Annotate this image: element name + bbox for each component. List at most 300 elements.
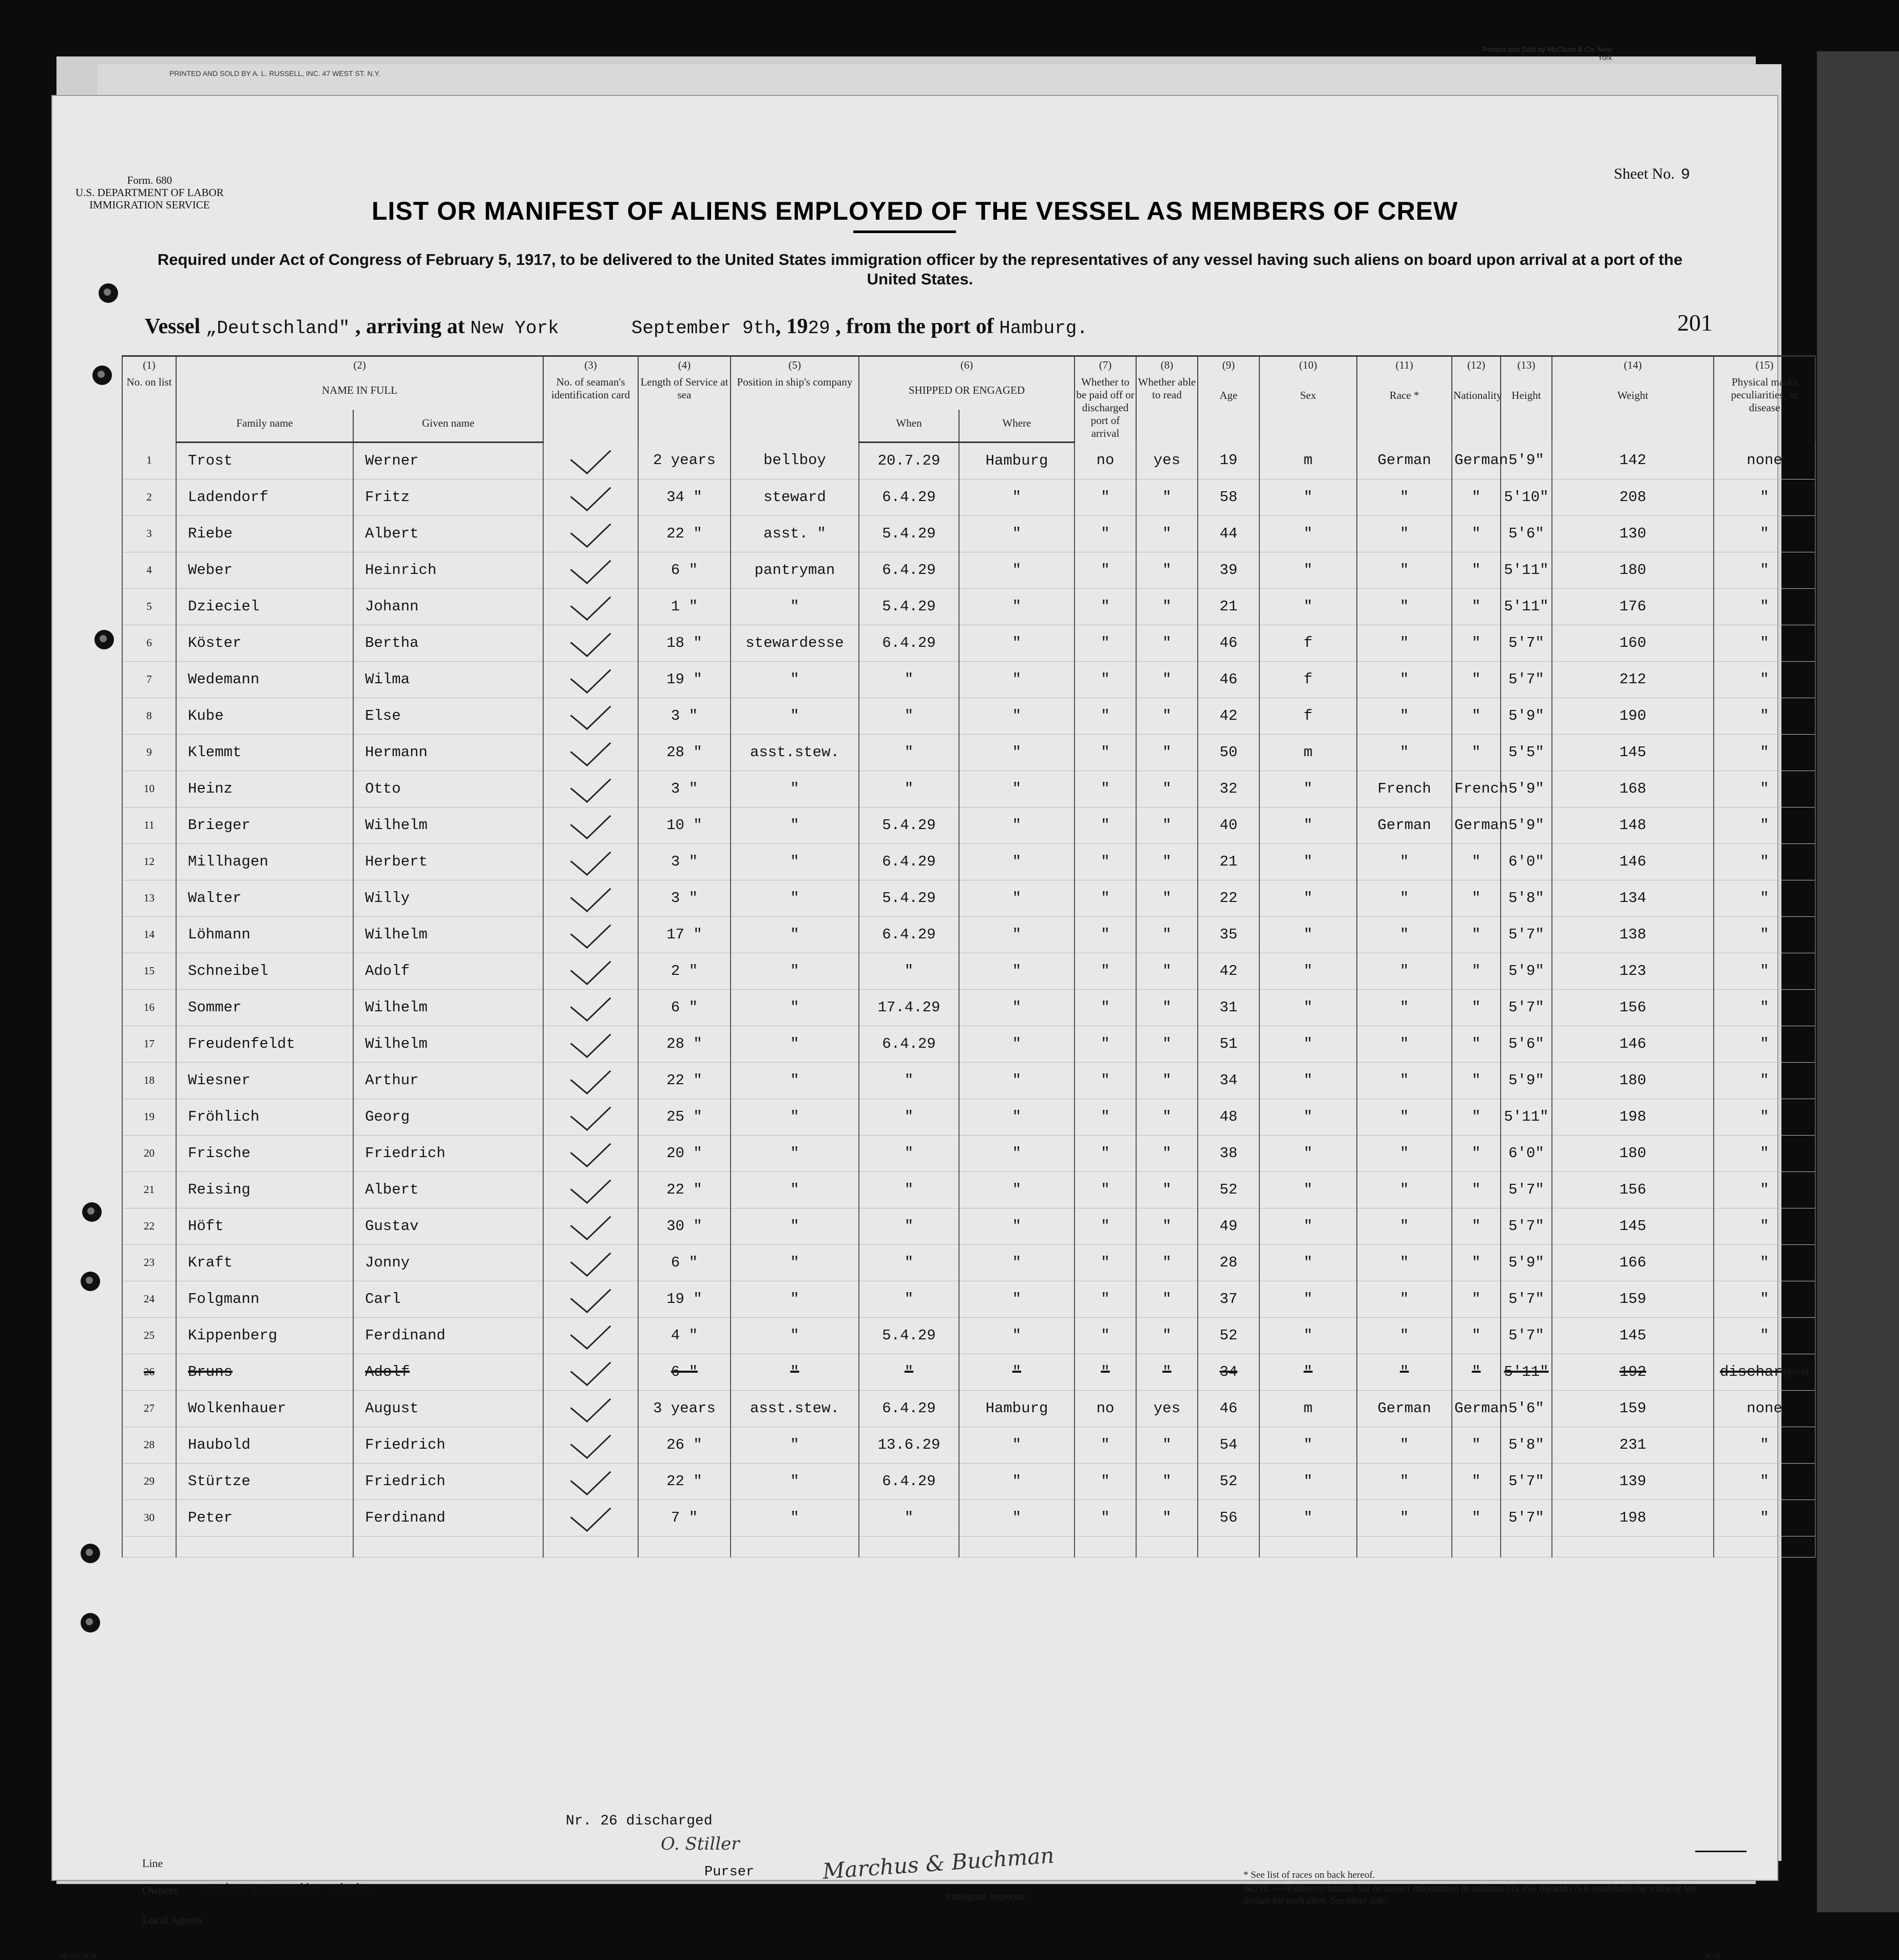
height: 5'8" [1501, 880, 1552, 916]
physical-marks: " [1714, 807, 1815, 843]
race: " [1357, 1354, 1452, 1390]
physical-marks: " [1714, 1244, 1815, 1281]
physical-marks: none [1714, 442, 1815, 479]
age: 40 [1198, 807, 1259, 843]
height: 5'9" [1501, 698, 1552, 734]
able-to-read: " [1136, 1500, 1198, 1536]
nationality: " [1452, 625, 1501, 661]
shipped-where: " [959, 1244, 1075, 1281]
sex: " [1259, 1427, 1357, 1463]
paid-off: " [1075, 661, 1136, 698]
header-given-name: Given name [353, 410, 543, 442]
position: " [731, 661, 859, 698]
sex: m [1259, 1390, 1357, 1427]
header-no-on-list: No. on list [122, 374, 176, 442]
family-name: Reising [176, 1171, 353, 1208]
id-card-check [543, 1135, 638, 1171]
manifest-page [51, 95, 1810, 1959]
row-number: 24 [122, 1281, 176, 1317]
race: " [1357, 588, 1452, 625]
given-name: Adolf [353, 1354, 543, 1390]
row-number: 2 [122, 479, 176, 515]
able-to-read: yes [1136, 1390, 1198, 1427]
line-label: Line [142, 1857, 163, 1870]
height: 6'0" [1501, 1135, 1552, 1171]
col-num: (3) [543, 356, 638, 374]
given-name: Arthur [353, 1062, 543, 1099]
checkmark-icon [570, 801, 611, 839]
race: " [1357, 1135, 1452, 1171]
nationality: " [1452, 698, 1501, 734]
weight: 139 [1552, 1463, 1714, 1500]
given-name: Heinrich [353, 552, 543, 588]
row-number: 25 [122, 1317, 176, 1354]
paid-off: " [1075, 1062, 1136, 1099]
checkmark-icon [570, 1348, 611, 1386]
table-row [122, 1135, 1815, 1171]
position: asst.stew. [731, 734, 859, 771]
able-to-read: " [1136, 1354, 1198, 1390]
id-card-check [543, 771, 638, 807]
sex: " [1259, 1171, 1357, 1208]
length-of-service: 20 " [638, 1135, 731, 1171]
able-to-read: " [1136, 1427, 1198, 1463]
age: 34 [1198, 1062, 1259, 1099]
length-of-service: 17 " [638, 916, 731, 953]
id-card-check [543, 588, 638, 625]
row-number: 14 [122, 916, 176, 953]
race: " [1357, 1208, 1452, 1244]
shipped-when: 6.4.29 [859, 1026, 959, 1062]
position: " [731, 1026, 859, 1062]
able-to-read: " [1136, 989, 1198, 1026]
physical-marks: " [1714, 989, 1815, 1026]
row-number: 4 [122, 552, 176, 588]
sheet-number [1614, 165, 1690, 184]
family-name: Höft [176, 1208, 353, 1244]
able-to-read: " [1136, 953, 1198, 989]
checkmark-icon [570, 437, 611, 474]
shipped-where: " [959, 953, 1075, 989]
paid-off: " [1075, 880, 1136, 916]
col-num: (4) [638, 356, 731, 374]
age: 58 [1198, 479, 1259, 515]
page-subtitle: Required under Act of Congress of February 5, 1917, to be delivered to the United States immigration officer by the representatives of any vessel having such aliens on board upon arrival at a port of the United States. [157, 251, 1683, 288]
nationality: " [1452, 1099, 1501, 1135]
position: " [731, 1062, 859, 1099]
sex: m [1259, 734, 1357, 771]
length-of-service: 34 " [638, 479, 731, 515]
paid-off: " [1075, 1500, 1136, 1536]
row-number: 13 [122, 880, 176, 916]
table-row [122, 515, 1815, 552]
able-to-read: " [1136, 880, 1198, 916]
age: 44 [1198, 515, 1259, 552]
title-underline [853, 230, 956, 233]
header-height: Height [1501, 374, 1552, 442]
weight: 156 [1552, 989, 1714, 1026]
physical-marks: " [1714, 1208, 1815, 1244]
physical-marks: " [1714, 515, 1815, 552]
length-of-service: 6 " [638, 989, 731, 1026]
weight: 198 [1552, 1099, 1714, 1135]
page-title: LIST OR MANIFEST OF ALIENS EMPLOYED OF THE VESSEL AS MEMBERS OF CREW [371, 197, 1459, 225]
page-number: 201 [1677, 310, 1713, 336]
sex: f [1259, 625, 1357, 661]
table-row [122, 807, 1815, 843]
id-card-check [543, 1244, 638, 1281]
inspector-signature: Marchus & Buchman [821, 1842, 1055, 1884]
shipped-when: " [859, 1099, 959, 1135]
checkmark-icon [570, 1056, 611, 1094]
age: 49 [1198, 1208, 1259, 1244]
row-number: 1 [122, 442, 176, 479]
family-name: Bruns [176, 1354, 353, 1390]
table-row [122, 1281, 1815, 1317]
race: " [1357, 843, 1452, 880]
shipped-where: " [959, 880, 1075, 916]
given-name: Else [353, 698, 543, 734]
id-card-check [543, 916, 638, 953]
height: 5'9" [1501, 771, 1552, 807]
weight: 130 [1552, 515, 1714, 552]
physical-marks: " [1714, 1427, 1815, 1463]
weight: 180 [1552, 552, 1714, 588]
table-row [122, 588, 1815, 625]
age: 48 [1198, 1099, 1259, 1135]
from-label: , from the port of [835, 315, 994, 338]
weight: 159 [1552, 1281, 1714, 1317]
table-row [122, 1317, 1815, 1354]
weight: 145 [1552, 1317, 1714, 1354]
family-name: Brieger [176, 807, 353, 843]
given-name: Wilhelm [353, 807, 543, 843]
given-name: Willy [353, 880, 543, 916]
race: " [1357, 661, 1452, 698]
able-to-read: " [1136, 1099, 1198, 1135]
row-number: 28 [122, 1427, 176, 1463]
race: " [1357, 1317, 1452, 1354]
paid-off: " [1075, 1171, 1136, 1208]
table-row [122, 880, 1815, 916]
shipped-where: " [959, 1026, 1075, 1062]
length-of-service: 6 " [638, 1244, 731, 1281]
shipped-when: " [859, 698, 959, 734]
row-number: 3 [122, 515, 176, 552]
id-card-check [543, 734, 638, 771]
family-name: Köster [176, 625, 353, 661]
height: 5'7" [1501, 916, 1552, 953]
able-to-read: " [1136, 479, 1198, 515]
length-of-service: 22 " [638, 1463, 731, 1500]
length-of-service: 2 years [638, 442, 731, 479]
able-to-read: " [1136, 807, 1198, 843]
height: 5'6" [1501, 1390, 1552, 1427]
paid-off: " [1075, 1026, 1136, 1062]
table-row [122, 1208, 1815, 1244]
age: 39 [1198, 552, 1259, 588]
nationality: " [1452, 1317, 1501, 1354]
able-to-read: " [1136, 1463, 1198, 1500]
family-name: Folgmann [176, 1281, 353, 1317]
sex: " [1259, 1281, 1357, 1317]
length-of-service: 25 " [638, 1099, 731, 1135]
header-shipped: SHIPPED OR ENGAGED [859, 374, 1075, 410]
table-row [122, 479, 1815, 515]
given-name: Georg [353, 1099, 543, 1135]
shipped-where: " [959, 515, 1075, 552]
shipped-where: " [959, 734, 1075, 771]
shipped-when: 13.6.29 [859, 1427, 959, 1463]
paid-off: " [1075, 1354, 1136, 1390]
shipped-where: " [959, 1463, 1075, 1500]
nationality: " [1452, 479, 1501, 515]
shipped-where: " [959, 1281, 1075, 1317]
table-row [122, 1062, 1815, 1099]
shipped-when: 5.4.29 [859, 1317, 959, 1354]
nationality: " [1452, 916, 1501, 953]
sex: f [1259, 698, 1357, 734]
race: " [1357, 1500, 1452, 1536]
shipped-when: " [859, 1135, 959, 1171]
sex: " [1259, 479, 1357, 515]
row-number: 29 [122, 1463, 176, 1500]
race: " [1357, 989, 1452, 1026]
given-name: Friedrich [353, 1135, 543, 1171]
corner-code-right: B. 53. [1705, 1952, 1722, 1959]
paid-off: " [1075, 953, 1136, 989]
position: " [731, 1135, 859, 1171]
given-name: Gustav [353, 1208, 543, 1244]
table-row [122, 625, 1815, 661]
shipped-when: 5.4.29 [859, 880, 959, 916]
race: " [1357, 698, 1452, 734]
height: 5'6" [1501, 1026, 1552, 1062]
shipped-when: 6.4.29 [859, 625, 959, 661]
family-name: Riebe [176, 515, 353, 552]
family-name: Dzieciel [176, 588, 353, 625]
punch-hole [82, 1202, 102, 1222]
races-note: * See list of races on back hereof. [1243, 1870, 1375, 1880]
paid-off: " [1075, 1281, 1136, 1317]
checkmark-icon [570, 1202, 611, 1240]
shipped-where: Hamburg [959, 1390, 1075, 1427]
id-card-check [543, 953, 638, 989]
sex: " [1259, 807, 1357, 843]
id-card-check [543, 843, 638, 880]
able-to-read: " [1136, 916, 1198, 953]
col-num: (7) [1075, 356, 1136, 374]
able-to-read: " [1136, 771, 1198, 807]
vessel-name: „Deutschland" [205, 318, 350, 339]
age: 51 [1198, 1026, 1259, 1062]
age: 22 [1198, 880, 1259, 916]
sex: f [1259, 661, 1357, 698]
length-of-service: 3 " [638, 880, 731, 916]
checkmark-icon [570, 874, 611, 912]
nationality: " [1452, 552, 1501, 588]
position: " [731, 1208, 859, 1244]
paid-off: " [1075, 1427, 1136, 1463]
age: 37 [1198, 1281, 1259, 1317]
paid-off: " [1075, 1244, 1136, 1281]
shipped-when: " [859, 661, 959, 698]
row-number: 6 [122, 625, 176, 661]
nationality: " [1452, 1171, 1501, 1208]
col-num: (1) [122, 356, 176, 374]
physical-marks: " [1714, 916, 1815, 953]
weight: 176 [1552, 588, 1714, 625]
punch-hole [99, 283, 118, 303]
id-card-check [543, 552, 638, 588]
able-to-read: " [1136, 625, 1198, 661]
able-to-read: " [1136, 661, 1198, 698]
col-num: (14) [1552, 356, 1714, 374]
position: " [731, 1427, 859, 1463]
owners-label: Owners [142, 1884, 178, 1896]
shipped-when: 17.4.29 [859, 989, 959, 1026]
penalty-note: NOTE. — Failure to furnish full or correct information in columns (2), (5), (6) and (7) is punishable by a fine of ten dollars for each alien. See other side. [1243, 1883, 1696, 1906]
physical-marks: " [1714, 625, 1815, 661]
weight: 159 [1552, 1390, 1714, 1427]
table-row [122, 989, 1815, 1026]
checkmark-icon [570, 510, 611, 547]
shipped-where: " [959, 989, 1075, 1026]
family-name: Wedemann [176, 661, 353, 698]
race: German [1357, 1390, 1452, 1427]
sex: m [1259, 442, 1357, 479]
year-prefix: , 19 [775, 315, 808, 338]
nationality: " [1452, 588, 1501, 625]
row-number: 20 [122, 1135, 176, 1171]
paid-off: " [1075, 989, 1136, 1026]
col-num: (13) [1501, 356, 1552, 374]
weight: 156 [1552, 1171, 1714, 1208]
length-of-service: 22 " [638, 515, 731, 552]
position: " [731, 843, 859, 880]
family-name: Frische [176, 1135, 353, 1171]
id-card-check [543, 442, 638, 479]
height: 5'9" [1501, 1062, 1552, 1099]
id-card-check [543, 1099, 638, 1135]
able-to-read: " [1136, 1317, 1198, 1354]
sex: " [1259, 989, 1357, 1026]
checkmark-icon [570, 656, 611, 693]
checkmark-icon [570, 1239, 611, 1276]
family-name: Peter [176, 1500, 353, 1536]
position: " [731, 1171, 859, 1208]
height: 5'8" [1501, 1427, 1552, 1463]
sex: " [1259, 1244, 1357, 1281]
arriving-label: , arriving at [355, 315, 465, 338]
checkmark-icon [570, 1312, 611, 1349]
printer-imprint-right: Printed and Sold by McClunn & Co. New York [1482, 45, 1612, 62]
physical-marks: " [1714, 734, 1815, 771]
col-num: (15) [1714, 356, 1815, 374]
punch-hole [81, 1544, 100, 1563]
physical-marks: none [1714, 1390, 1815, 1427]
able-to-read: " [1136, 588, 1198, 625]
physical-marks: " [1714, 1281, 1815, 1317]
sex: " [1259, 1208, 1357, 1244]
able-to-read: " [1136, 734, 1198, 771]
id-card-check [543, 1427, 638, 1463]
col-num: (9) [1198, 356, 1259, 374]
family-name: Stürtze [176, 1463, 353, 1500]
age: 34 [1198, 1354, 1259, 1390]
table-row [122, 916, 1815, 953]
nationality: " [1452, 661, 1501, 698]
position: steward [731, 479, 859, 515]
physical-marks: " [1714, 1317, 1815, 1354]
length-of-service: 3 " [638, 698, 731, 734]
height: 5'9" [1501, 807, 1552, 843]
position: stewardesse [731, 625, 859, 661]
nationality: German [1452, 807, 1501, 843]
id-card-check [543, 1354, 638, 1390]
family-name: Haubold [176, 1427, 353, 1463]
header-position: Position in ship's company [731, 374, 859, 442]
header-weight: Weight [1552, 374, 1714, 442]
paid-off: " [1075, 552, 1136, 588]
id-card-check [543, 880, 638, 916]
age: 50 [1198, 734, 1259, 771]
length-of-service: 28 " [638, 734, 731, 771]
nationality: French [1452, 771, 1501, 807]
nationality: " [1452, 1354, 1501, 1390]
height: 5'6" [1501, 515, 1552, 552]
length-of-service: 7 " [638, 1500, 731, 1536]
row-number: 22 [122, 1208, 176, 1244]
paid-off: no [1075, 1390, 1136, 1427]
sex: " [1259, 1500, 1357, 1536]
nationality: " [1452, 1500, 1501, 1536]
race: " [1357, 1171, 1452, 1208]
weight: 192 [1552, 1354, 1714, 1390]
arrival-port: New York [470, 318, 559, 339]
height: 5'11" [1501, 588, 1552, 625]
weight: 123 [1552, 953, 1714, 989]
given-name: Fritz [353, 479, 543, 515]
header-sex: Sex [1259, 374, 1357, 442]
id-card-check [543, 479, 638, 515]
row-number: 7 [122, 661, 176, 698]
age: 52 [1198, 1171, 1259, 1208]
race: German [1357, 442, 1452, 479]
age: 35 [1198, 916, 1259, 953]
paid-off: " [1075, 843, 1136, 880]
height: 5'7" [1501, 1281, 1552, 1317]
physical-marks: " [1714, 1099, 1815, 1135]
col-num: (11) [1357, 356, 1452, 374]
age: 54 [1198, 1427, 1259, 1463]
age: 42 [1198, 698, 1259, 734]
weight: 190 [1552, 698, 1714, 734]
checkmark-icon [570, 1421, 611, 1458]
physical-marks: " [1714, 843, 1815, 880]
able-to-read: " [1136, 1281, 1198, 1317]
id-card-check [543, 1390, 638, 1427]
row-number: 23 [122, 1244, 176, 1281]
local-agents-label: Local Agents [142, 1913, 202, 1926]
table-row [122, 1354, 1815, 1390]
length-of-service: 6 " [638, 1354, 731, 1390]
family-name: Freudenfeldt [176, 1026, 353, 1062]
checkmark-icon [570, 984, 611, 1021]
family-name: Sommer [176, 989, 353, 1026]
row-number: 17 [122, 1026, 176, 1062]
id-card-check [543, 698, 638, 734]
